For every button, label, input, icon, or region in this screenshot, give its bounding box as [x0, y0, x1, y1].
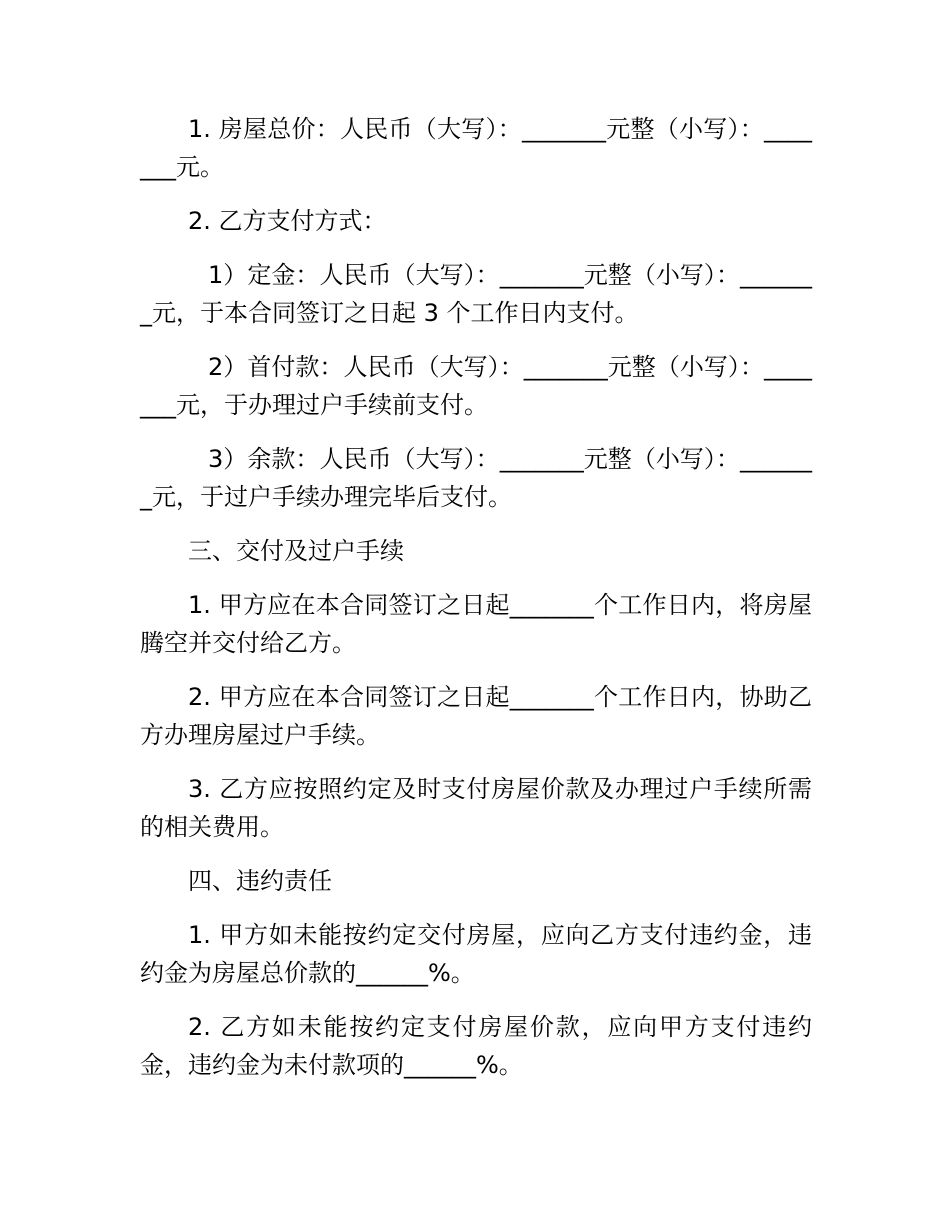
clause-balance: 3）余款：人民币（大写）：_______元整（小写）：_______元，于过户手续办理完毕后支付。 — [140, 445, 812, 511]
clause-transfer-assist: 2. 甲方应在本合同签订之日起_______个工作日内，协助乙方办理房屋过户手续。 — [140, 683, 812, 749]
clause-payment-method: 2. 乙方支付方式： — [188, 207, 387, 235]
clause-total-price: 1. 房屋总价：人民币（大写）：_______元整（小写）：_______元。 — [140, 115, 812, 181]
clause-buyer-penalty: 2. 乙方如未能按约定支付房屋价款，应向甲方支付违约金，违约金为未付款项的______%。 — [140, 1013, 812, 1079]
section-heading-delivery: 三、交付及过户手续 — [188, 537, 404, 565]
clause-seller-penalty: 1. 甲方如未能按约定交付房屋，应向乙方支付违约金，违约金为房屋总价款的______%。 — [140, 921, 812, 987]
clause-delivery: 1. 甲方应在本合同签订之日起_______个工作日内，将房屋腾空并交付给乙方。 — [140, 591, 812, 657]
document-body — [140, 110, 812, 1100]
section-heading-liability: 四、违约责任 — [188, 867, 332, 895]
clause-down-payment: 2）首付款：人民币（大写）：_______元整（小写）：_______元，于办理过户手续前支付。 — [140, 353, 812, 419]
clause-deposit: 1）定金：人民币（大写）：_______元整（小写）：_______元，于本合同签订之日起 3 个工作日内支付。 — [140, 261, 812, 327]
clause-buyer-fees: 3. 乙方应按照约定及时支付房屋价款及办理过户手续所需的相关费用。 — [140, 775, 812, 841]
